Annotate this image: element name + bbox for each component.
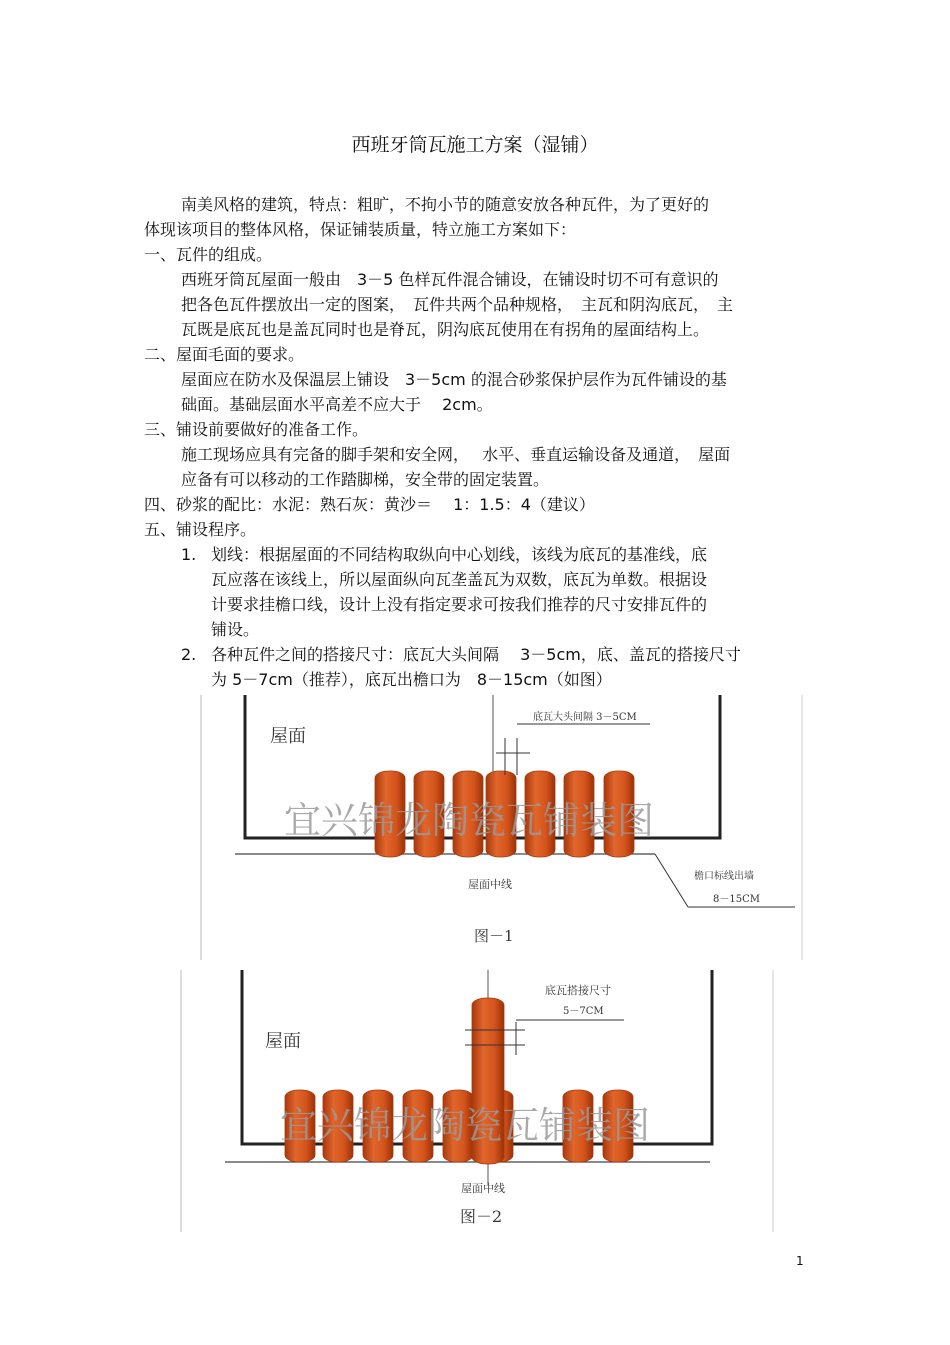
- section-2-line-1: 屋面应在防水及保温层上铺设 3－5cm 的混合砂浆保护层作为瓦件铺设的基: [181, 370, 727, 389]
- eave-value: 8－15CM: [713, 894, 760, 905]
- item-2-line-2: 为 5－7cm（推荐），底瓦出檐口为 8－15cm（如图）: [211, 670, 612, 689]
- section-1-line-3: 瓦既是底瓦也是盖瓦同时也是脊瓦，阴沟底瓦使用在有拐角的屋面结构上。: [181, 320, 710, 339]
- figure-1: [200, 695, 803, 960]
- item-1-line-1: 划线：根据屋面的不同结构取纵向中心划线，该线为底瓦的基准线，底: [211, 545, 708, 564]
- watermark: 宜兴锦龙陶瓷瓦铺装图: [284, 799, 654, 842]
- section-5-heading: 五、铺设程序。: [144, 520, 257, 539]
- center-line-label: 屋面中线: [468, 878, 512, 891]
- page-number: 1: [796, 1254, 804, 1268]
- figure-1-diagram: [200, 695, 803, 960]
- item-2-number: 2.: [181, 645, 197, 664]
- item-2-line-1: 各种瓦件之间的搭接尺寸：底瓦大头间隔 3－5cm，底、盖瓦的搭接尺寸: [211, 645, 741, 664]
- figure-2: [180, 970, 774, 1232]
- center-line-label: 屋面中线: [461, 1182, 505, 1195]
- section-3-heading: 三、铺设前要做好的准备工作。: [144, 420, 369, 439]
- figure-2-caption: 图－2: [460, 1207, 503, 1226]
- document-title: 西班牙筒瓦施工方案（湿铺）: [351, 134, 599, 156]
- intro-line-2: 体现该项目的整体风格，保证铺装质量，特立施工方案如下：: [144, 220, 577, 239]
- gap-dimension-label: 底瓦大头间隔 3－5CM: [533, 712, 637, 723]
- intro-line-1: 南美风格的建筑，特点：粗旷，不拘小节的随意安放各种瓦件，为了更好的: [181, 195, 710, 214]
- section-1-heading: 一、瓦件的组成。: [144, 245, 273, 264]
- overlap-dimension-value: 5－7CM: [563, 1006, 604, 1017]
- item-1-line-2: 瓦应落在该线上，所以屋面纵向瓦垄盖瓦为双数，底瓦为单数。根据设: [211, 570, 708, 589]
- roof-label: 屋面: [265, 1031, 301, 1052]
- section-1-line-1: 西班牙筒瓦屋面一般由 3－5 色样瓦件混合铺设，在铺设时切不可有意识的: [181, 270, 719, 289]
- roof-label: 屋面: [270, 726, 306, 747]
- section-4-heading: 四、砂浆的配比：水泥：熟石灰：黄沙＝ 1：1.5：4（建议）: [144, 495, 595, 514]
- watermark: 宜兴锦龙陶瓷瓦铺装图: [280, 1104, 650, 1147]
- figure-2-diagram: [180, 970, 774, 1232]
- item-1-line-3: 计要求挂檐口线，设计上没有指定要求可按我们推荐的尺寸安排瓦件的: [211, 595, 708, 614]
- section-3-line-2: 应备有可以移动的工作踏脚梯，安全带的固定装置。: [181, 470, 550, 489]
- item-1-number: 1.: [181, 545, 197, 564]
- eave-label: 檐口标线出墙: [694, 871, 754, 882]
- section-2-heading: 二、屋面毛面的要求。: [144, 345, 305, 364]
- overlap-dimension-label: 底瓦搭接尺寸: [545, 984, 611, 997]
- section-3-line-1: 施工现场应具有完备的脚手架和安全网， 水平、垂直运输设备及通道， 屋面: [181, 445, 731, 464]
- item-1-line-4: 铺设。: [211, 620, 260, 639]
- section-1-line-2: 把各色瓦件摆放出一定的图案， 瓦件共两个品种规格， 主瓦和阴沟底瓦， 主: [181, 295, 734, 314]
- figure-1-caption: 图－1: [474, 927, 514, 945]
- section-2-line-2: 础面。基础层面水平高差不应大于 2cm。: [181, 395, 493, 414]
